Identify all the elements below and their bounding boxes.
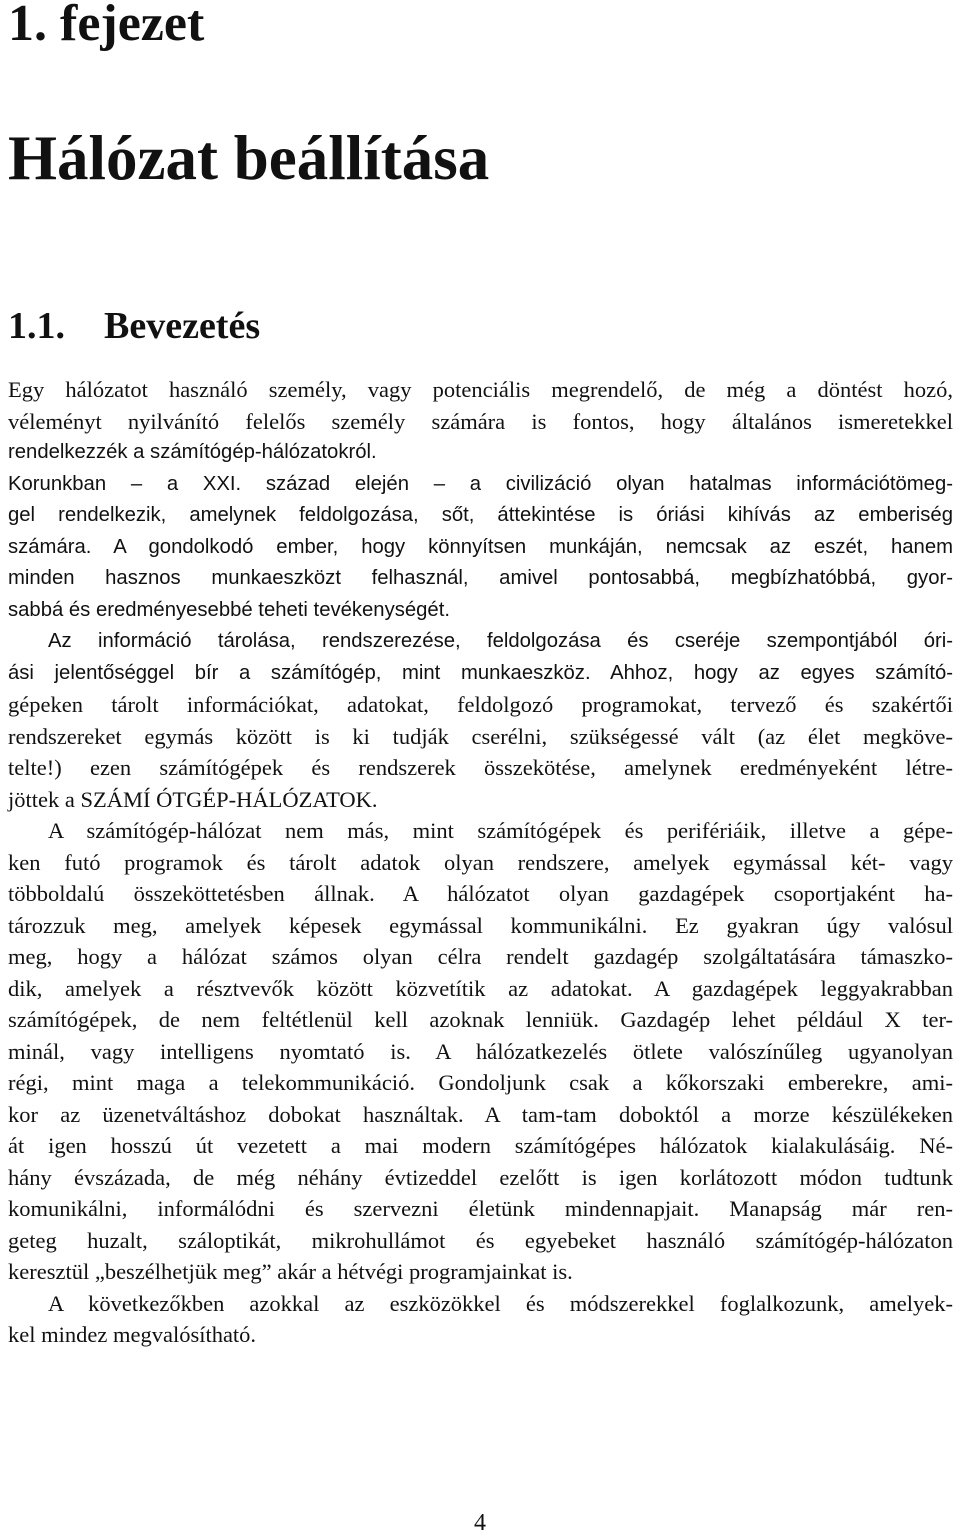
body-line: gépeken tárolt információkat, adatokat, feldolgozó programokat, tervező és szakértői xyxy=(8,692,953,717)
section-heading xyxy=(8,302,260,350)
body-line: rendszereket egymás között is ki tudják cserélni, szükségessé vált (az élet megköve- xyxy=(8,723,953,749)
body-line: át igen hosszú út vezetett a mai modern számítógépes hálózatok kialakulásáig. Né- xyxy=(8,1133,953,1158)
body-line: telte!) ezen számítógépek és rendszerek összekötése, amelynek eredményeként létre- xyxy=(8,755,953,780)
body-text xyxy=(8,374,953,1351)
body-line: számára. A gondolkodó ember, hogy könnyítsen munkáján, nemcsak az eszét, hanem xyxy=(8,535,953,558)
body-line: keresztül „beszélhetjük meg” akár a hétvégi programjainkat is. xyxy=(8,1259,573,1284)
body-line: ási jelentőséggel bír a számítógép, mint munkaeszköz. Ahhoz, hogy az egyes számító- xyxy=(8,661,953,684)
section-number: 1.1. xyxy=(8,305,65,347)
body-line: ken futó programok és tárolt adatok olyan rendszere, amelyek egymással két- vagy xyxy=(8,849,953,875)
body-line: A következőkben azokkal az eszközökkel és módszerekkel foglalkozunk, amelyek- xyxy=(48,1290,953,1316)
body-line: meg, hogy a hálózat számos olyan célra rendelt gazdagép szolgáltatására támaszko- xyxy=(8,944,953,969)
body-line: kel mindez megvalósítható. xyxy=(8,1322,257,1347)
body-line: Egy hálózatot használó személy, vagy potenciális megrendelő, de még a döntést hozó, xyxy=(8,377,953,402)
body-line: tározzuk meg, amelyek képesek egymással kommunikálni. Ez gyakran úgy valósul xyxy=(8,912,953,938)
body-line: gel rendelkezik, amelynek feldolgozása, sőt, áttekintése is óriási kihívás az emberiség xyxy=(8,504,953,526)
body-line: A számítógép-hálózat nem más, mint számítógépek és perifériáik, illetve a gépe- xyxy=(48,818,953,843)
body-line: régi, mint maga a telekommunikáció. Gondoljunk csak a kőkorszaki emberekre, ami- xyxy=(8,1070,953,1095)
body-line: komunikálni, informálódni és szervezni életünk mindennapjait. Manapság már ren- xyxy=(8,1196,953,1221)
chapter-title: Hálózat beállítása xyxy=(8,123,490,193)
body-line: rendelkezzék a számítógép-hálózatokról. xyxy=(8,441,377,463)
body-line: minál, vagy intelligens nyomtató is. A hálózatkezelés ötlete valószínűleg ugyanolyan xyxy=(8,1038,953,1064)
section-title: Bevezetés xyxy=(104,305,261,347)
page-number: 4 xyxy=(474,1510,486,1536)
body-line: Az információ tárolása, rendszerezése, feldolgozása és cseréje szempontjából óri- xyxy=(48,630,953,652)
body-line: sabbá és eredményesebbé teheti tevékenységét. xyxy=(8,598,450,621)
body-line: hány évszázada, de még néhány évtizeddel ezelőtt is igen korlátozott módon tudtunk xyxy=(8,1164,953,1190)
body-line: dik, amelyek a résztvevők között közvetítik az adatokat. A gazdagépek leggyakrabban xyxy=(8,975,953,1001)
body-line: számítógépek, de nem feltétlenül kell azoknak lenniük. Gazdagép lehet például X ter- xyxy=(8,1007,953,1032)
body-line: jöttek a SZÁMÍ ÓTGÉP-HÁLÓZATOK. xyxy=(8,786,378,812)
body-line: kor az üzenetváltáshoz dobokat használtak. A tam-tam doboktól a morze készülékeken xyxy=(8,1101,953,1127)
body-line: minden hasznos munkaeszközt felhasznál, amivel pontosabbá, megbízhatóbbá, gyor- xyxy=(8,567,953,589)
body-line: Korunkban – a XXI. század elején – a civilizáció olyan hatalmas információtömeg- xyxy=(8,472,953,495)
body-line: véleményt nyilvánító felelős személy számára is fontos, hogy általános ismeretekkel xyxy=(8,408,953,434)
body-line: geteg huzalt, száloptikát, mikrohullámot és egyebeket használó számítógép-hálózaton xyxy=(8,1227,953,1253)
body-line: többoldalú összeköttetésben állnak. A hálózatot olyan gazdagépek csoportjaként ha- xyxy=(8,881,953,906)
chapter-number: 1. fejezet xyxy=(8,0,205,52)
